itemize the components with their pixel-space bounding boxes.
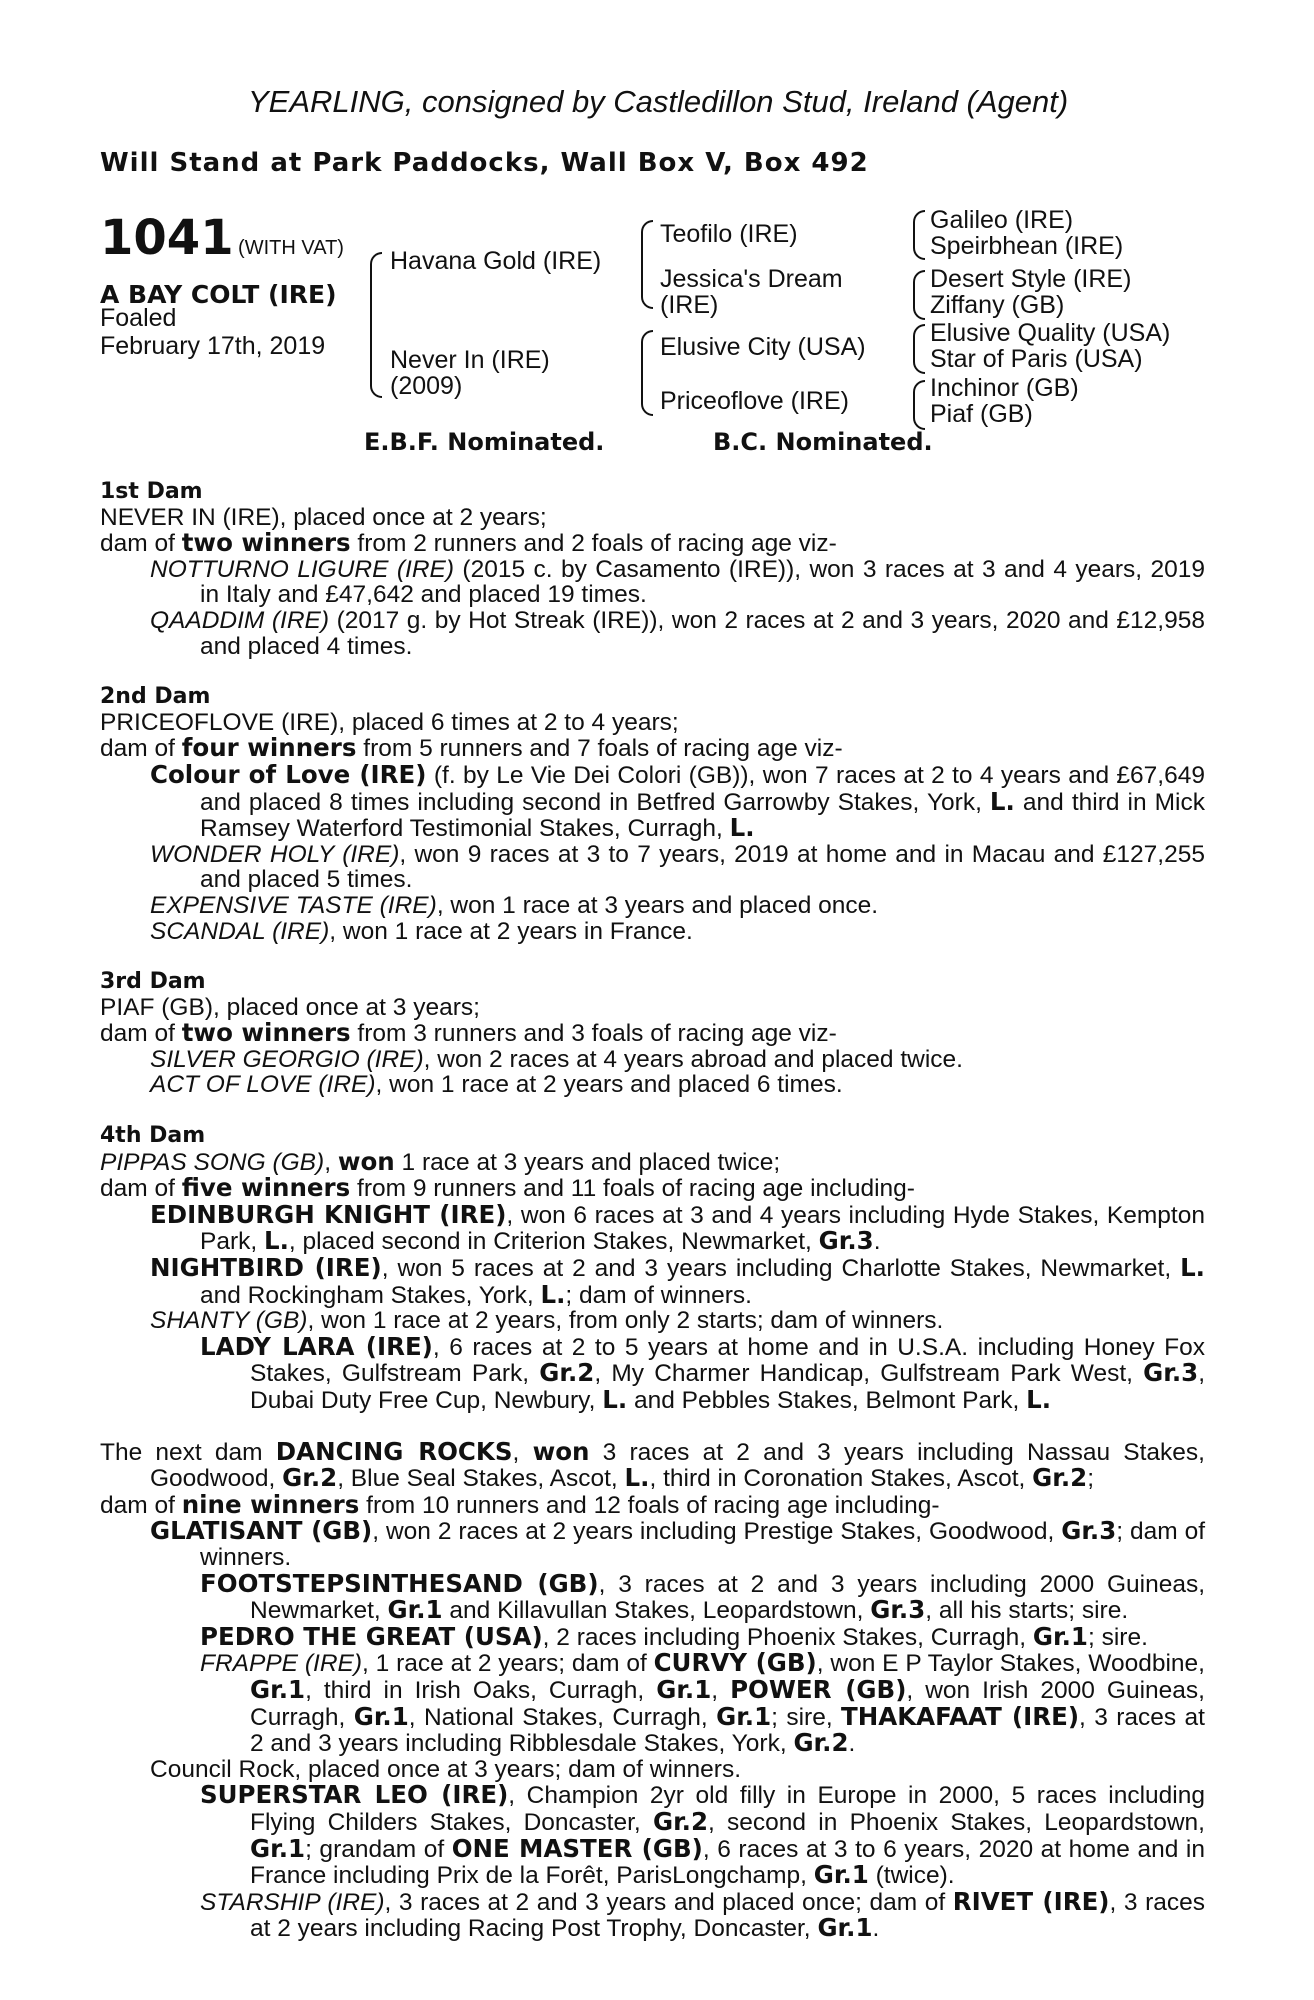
pedigree-ssd: Speirbhean (IRE) bbox=[930, 232, 1124, 260]
progeny-entry: PEDRO THE GREAT (USA), 2 races including Phoenix Stakes, Curragh, Gr.1; sire. bbox=[200, 1621, 1148, 1651]
sire-dam-brace bbox=[370, 252, 382, 398]
dam-history bbox=[100, 479, 1205, 1967]
stand-location: Will Stand at Park Paddocks, Wall Box V, Box 492 bbox=[100, 148, 869, 178]
third-dam-section bbox=[100, 969, 1205, 1098]
pedigree-dss: Elusive Quality (USA) bbox=[930, 319, 1171, 347]
progeny-entry: ACT OF LOVE (IRE), won 1 race at 2 years and placed 6 times. bbox=[150, 1071, 843, 1099]
dam-line: PIPPAS SONG (GB), won 1 race at 3 years and placed twice; bbox=[100, 1146, 781, 1176]
progeny-entry: FRAPPE (IRE), 1 race at 2 years; dam of CURVY (GB), won E P Taylor Stakes, Woodbine, Gr.1, third in Irish Oaks, Curragh, Gr.1, POWER (GB), won Irish 2000 Guineas, Curragh, Gr.1, National Stakes, Curragh, Gr.1; sire, THAKAFAAT (IRE), 3 races at 2 and 3 years including Ribblesdale Stakes, York, Gr.2. bbox=[200, 1648, 1205, 1758]
gen3-brace-3 bbox=[913, 324, 925, 374]
pedigree-dds: Inchinor (GB) bbox=[930, 374, 1079, 402]
vat-note: (WITH VAT) bbox=[238, 237, 344, 259]
next-dam-line: The next dam DANCING ROCKS, won 3 races at 2 and 3 years including Nassau Stakes, Goodwood, Gr.2, Blue Seal Stakes, Ascot, L., third in Coronation Stakes, Ascot, Gr.2; bbox=[100, 1436, 1205, 1493]
dam-of-line: dam of two winners from 3 runners and 3 foals of racing age viz- bbox=[100, 1018, 837, 1048]
pedigree-dam-year: (2009) bbox=[390, 372, 463, 400]
second-dam-section bbox=[100, 684, 1205, 944]
dam-of-line: dam of two winners from 2 runners and 2 foals of racing age viz- bbox=[100, 528, 837, 558]
pedigree-sire-dam: Jessica's Dream bbox=[660, 265, 843, 293]
ebf-nominated: E.B.F. Nominated. bbox=[364, 428, 605, 456]
pedigree-sss: Galileo (IRE) bbox=[930, 206, 1074, 234]
progeny-entry: STARSHIP (IRE), 3 races at 2 and 3 years and placed once; dam of RIVET (IRE), 3 races at 2 years including Racing Post Trophy, Doncaster, Gr.1. bbox=[200, 1886, 1205, 1943]
dam-line: PIAF (GB), placed once at 3 years; bbox=[100, 993, 480, 1021]
next-dam-section bbox=[100, 1436, 1206, 1943]
progeny-entry: SILVER GEORGIO (IRE), won 2 races at 4 years abroad and placed twice. bbox=[150, 1045, 963, 1073]
section-heading: 1st Dam bbox=[100, 479, 203, 504]
progeny-entry: NOTTURNO LIGURE (IRE) (2015 c. by Casamento (IRE)), won 3 races at 3 and 4 years, 2019 in Italy and £47,642 and placed 19 times. bbox=[150, 555, 1205, 609]
lot-number: 1041 bbox=[100, 210, 234, 266]
progeny-entry: WONDER HOLY (IRE), won 9 races at 3 to 7 years, 2019 at home and in Macau and £127,255 and placed 5 times. bbox=[150, 840, 1205, 894]
dam-of-line: dam of nine winners from 10 runners and 12 foals of racing age including- bbox=[100, 1489, 940, 1519]
pedigree-sire-dam-2: (IRE) bbox=[660, 291, 719, 319]
pedigree-dam-sire: Elusive City (USA) bbox=[660, 333, 866, 361]
progeny-entry: SHANTY (GB), won 1 race at 2 years, from only 2 starts; dam of winners. bbox=[150, 1307, 944, 1335]
gen3-brace-1 bbox=[913, 210, 925, 260]
pedigree-sdd: Ziffany (GB) bbox=[930, 291, 1065, 319]
pedigree-sire-sire: Teofilo (IRE) bbox=[660, 220, 798, 248]
pedigree-dam: Never In (IRE) bbox=[390, 346, 550, 374]
pedigree-dam-dam: Priceoflove (IRE) bbox=[660, 387, 849, 415]
sire-line-brace bbox=[641, 220, 653, 309]
dam-of-line: dam of five winners from 9 runners and 11 foals of racing age including- bbox=[100, 1173, 915, 1203]
pedigree-sds: Desert Style (IRE) bbox=[930, 265, 1132, 293]
dam-line: PRICEOFLOVE (IRE), placed 6 times at 2 to 4 years; bbox=[100, 708, 679, 736]
progeny-entry: QAADDIM (IRE) (2017 g. by Hot Streak (IRE)), won 2 races at 2 and 3 years, 2020 and £12,958 and placed 4 times. bbox=[150, 606, 1205, 660]
bc-nominated: B.C. Nominated. bbox=[713, 428, 933, 456]
horse-name: A BAY COLT (IRE) bbox=[100, 280, 337, 309]
section-heading: 3rd Dam bbox=[100, 969, 206, 995]
progeny-entry: GLATISANT (GB), won 2 races at 2 years including Prestige Stakes, Goodwood, Gr.3; dam of winners. bbox=[150, 1516, 1205, 1571]
dam-line: NEVER IN (IRE), placed once at 2 years; bbox=[100, 503, 547, 531]
pedigree-sire: Havana Gold (IRE) bbox=[390, 247, 602, 275]
first-dam-section bbox=[100, 479, 1205, 659]
dam-line-brace bbox=[641, 330, 653, 416]
progeny-entry: FOOTSTEPSINTHESAND (GB), 3 races at 2 and 3 years including 2000 Guineas, Newmarket, Gr.1 and Killavullan Stakes, Leopardstown, Gr.3, all his starts; sire. bbox=[200, 1568, 1206, 1625]
progeny-entry: EDINBURGH KNIGHT (IRE), won 6 races at 3 and 4 years including Hyde Stakes, Kempton Park, L., placed second in Criterion Stakes, Newmarket, Gr.3. bbox=[150, 1199, 1205, 1256]
fourth-dam-section bbox=[100, 1123, 1205, 1414]
progeny-entry: Council Rock, placed once at 3 years; dam of winners. bbox=[150, 1755, 742, 1783]
pedigree-dsd: Star of Paris (USA) bbox=[930, 345, 1143, 373]
pedigree-ddd: Piaf (GB) bbox=[930, 400, 1033, 428]
progeny-entry: SUPERSTAR LEO (IRE), Champion 2yr old filly in Europe in 2000, 5 races including Flying Childers Stakes, Doncaster, Gr.2, second in Phoenix Stakes, Leopardstown, Gr.1; grandam of ONE MASTER (GB), 6 races at 3 to 6 years, 2020 at home and in France including Prix de la Forêt, ParisLongchamp, Gr.1 (twice). bbox=[200, 1780, 1206, 1890]
gen3-brace-4 bbox=[913, 380, 925, 430]
section-heading: 4th Dam bbox=[100, 1123, 206, 1149]
progeny-entry: NIGHTBIRD (IRE), won 5 races at 2 and 3 years including Charlotte Stakes, Newmarket, L. and Rockingham Stakes, York, L.; dam of winners. bbox=[150, 1253, 1205, 1309]
section-heading: 2nd Dam bbox=[100, 684, 211, 710]
progeny-entry: SCANDAL (IRE), won 1 race at 2 years in France. bbox=[150, 917, 693, 945]
progeny-entry: Colour of Love (IRE) (f. by Le Vie Dei Colori (GB)), won 7 races at 2 to 4 years and £67,649 and placed 8 times including second in Betfred Garrowby Stakes, York, L. and third in Mick Ramsey Waterford Testimonial Stakes, Curragh, L. bbox=[150, 759, 1205, 843]
foaled-date: February 17th, 2019 bbox=[100, 332, 326, 360]
gen3-brace-2 bbox=[913, 270, 925, 320]
consignment-line: YEARLING, consigned by Castledillon Stud, Ireland (Agent) bbox=[248, 84, 1069, 119]
progeny-entry: LADY LARA (IRE), 6 races at 2 to 5 years at home and in U.S.A. including Honey Fox Stakes, Gulfstream Park, Gr.2, My Charmer Handicap, Gulfstream Park West, Gr.3, Dubai Duty Free Cup, Newbury, L. and Pebbles Stakes, Belmont Park, L. bbox=[200, 1331, 1205, 1414]
foaled-label: Foaled bbox=[100, 304, 177, 332]
progeny-entry: EXPENSIVE TASTE (IRE), won 1 race at 3 years and placed once. bbox=[150, 891, 879, 919]
dam-of-line: dam of four winners from 5 runners and 7 foals of racing age viz- bbox=[100, 733, 843, 763]
lot-number-block bbox=[100, 210, 344, 266]
